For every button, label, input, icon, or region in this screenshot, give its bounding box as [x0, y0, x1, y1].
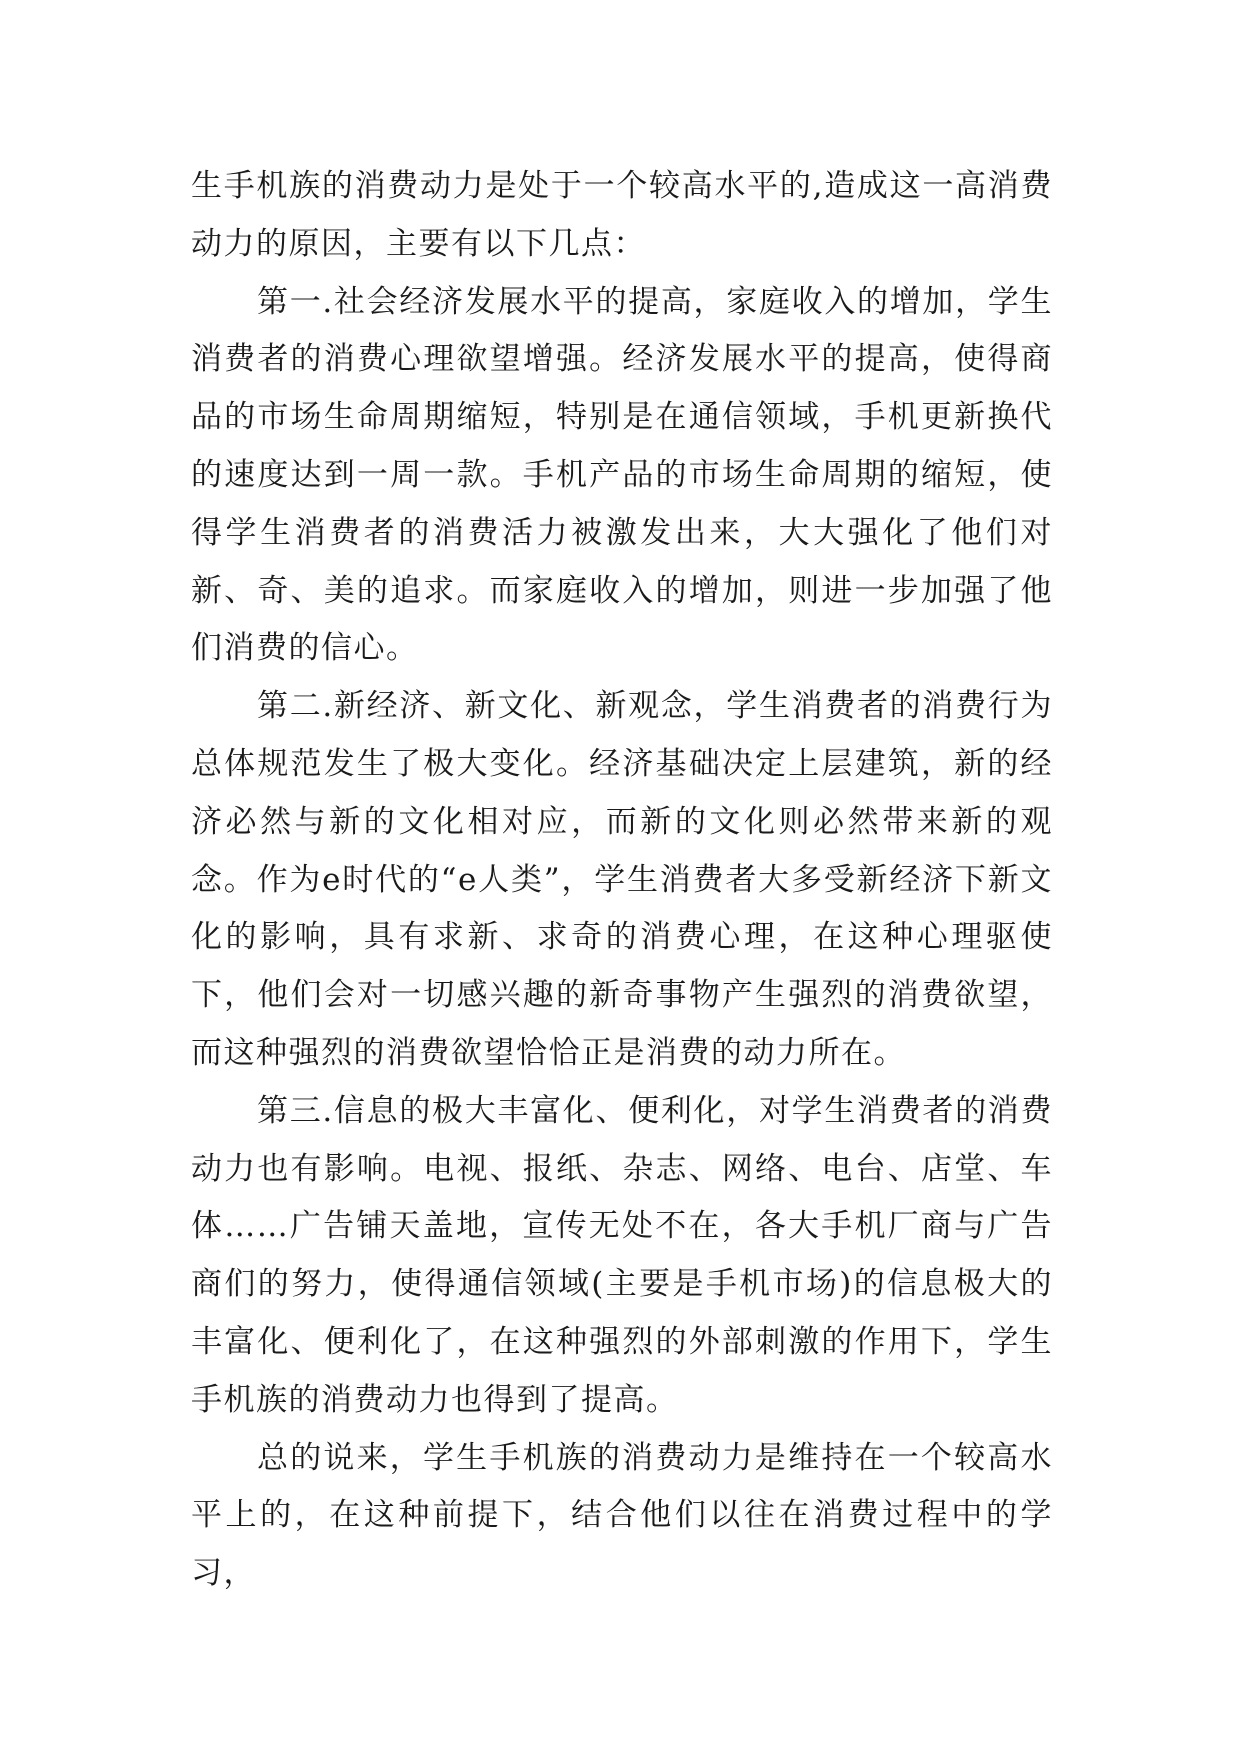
paragraph-first-point: 第一.社会经济发展水平的提高，家庭收入的增加，学生消费者的消费心理欲望增强。经济发展水平的提高，使得商品的市场生命周期缩短，特别是在通信领域，手机更新换代的速度达到一周一款。手机产品的市场生命周期的缩短，使得学生消费者的消费活力被激发出来，大大强化了他们对新、奇、美的追求。而家庭收入的增加，则进一步加强了他们消费的信心。	[191, 283, 1053, 667]
document-body	[191, 158, 1053, 1603]
paragraph-summary: 总的说来，学生手机族的消费动力是维持在一个较高水平上的，在这种前提下，结合他们以往在消费过程中的学习，	[191, 1439, 1053, 1592]
paragraph-second-point: 第二.新经济、新文化、新观念，学生消费者的消费行为总体规范发生了极大变化。经济基础决定上层建筑，新的经济必然与新的文化相对应，而新的文化则必然带来新的观念。作为e时代的“e人类”，学生消费者大多受新经济下新文化的影响，具有求新、求奇的消费心理，在这种心理驱使下，他们会对一切感兴趣的新奇事物产生强烈的消费欲望，而这种强烈的消费欲望恰恰正是消费的动力所在。	[191, 688, 1053, 1071]
paragraph-third-point: 第三.信息的极大丰富化、便利化，对学生消费者的消费动力也有影响。电视、报纸、杂志、网络、电台、店堂、车体……广告铺天盖地，宣传无处不在，各大手机厂商与广告商们的努力，使得通信领域(主要是手机市场)的信息极大的丰富化、便利化了，在这种强烈的外部刺激的作用下，学生手机族的消费动力也得到了提高。	[191, 1092, 1053, 1418]
paragraph-continuation: 生手机族的消费动力是处于一个较高水平的,造成这一高消费动力的原因，主要有以下几点：	[191, 168, 1053, 262]
